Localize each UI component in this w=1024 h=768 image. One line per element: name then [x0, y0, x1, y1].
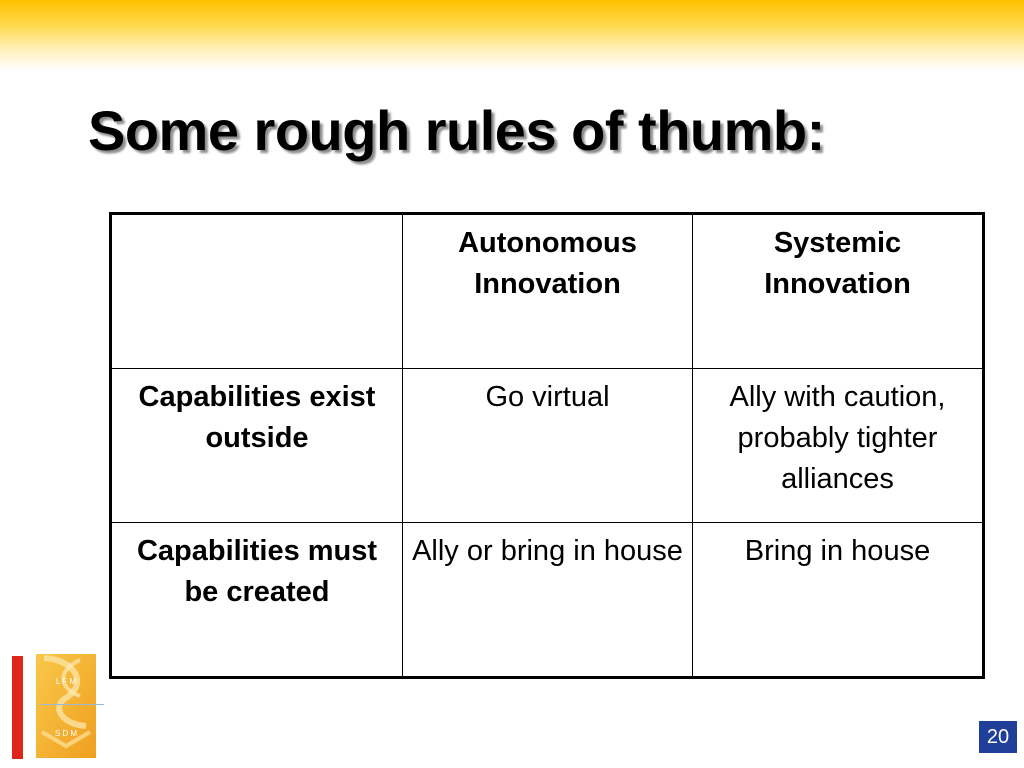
table-row [111, 523, 984, 678]
lfm-sdm-logo-icon [36, 654, 96, 758]
table-cell: Bring in house [693, 523, 984, 678]
rules-table [109, 212, 985, 679]
logo-divider-line [40, 704, 104, 705]
page-number-badge: 20 [979, 721, 1017, 753]
red-accent-bar [12, 656, 23, 759]
table-header-row [111, 214, 984, 369]
table-header-cell-empty [111, 214, 403, 369]
table-cell: Ally or bring in house [403, 523, 693, 678]
table-row [111, 369, 984, 523]
logo-top-text: L F M [55, 677, 77, 686]
slide-title: Some rough rules of thumb: [88, 99, 825, 162]
top-gradient-band [0, 0, 1024, 70]
row-label-capabilities-exist-outside: Capabilities exist outside [111, 369, 403, 523]
table-cell: Ally with caution, probably tighter alliances [693, 369, 984, 523]
table-header-cell-systemic: Systemic Innovation [693, 214, 984, 369]
row-label-capabilities-must-be-created: Capabilities must be created [111, 523, 403, 678]
logo-bottom-text: S D M [54, 729, 78, 738]
table-cell: Go virtual [403, 369, 693, 523]
table-header-cell-autonomous: Autonomous Innovation [403, 214, 693, 369]
